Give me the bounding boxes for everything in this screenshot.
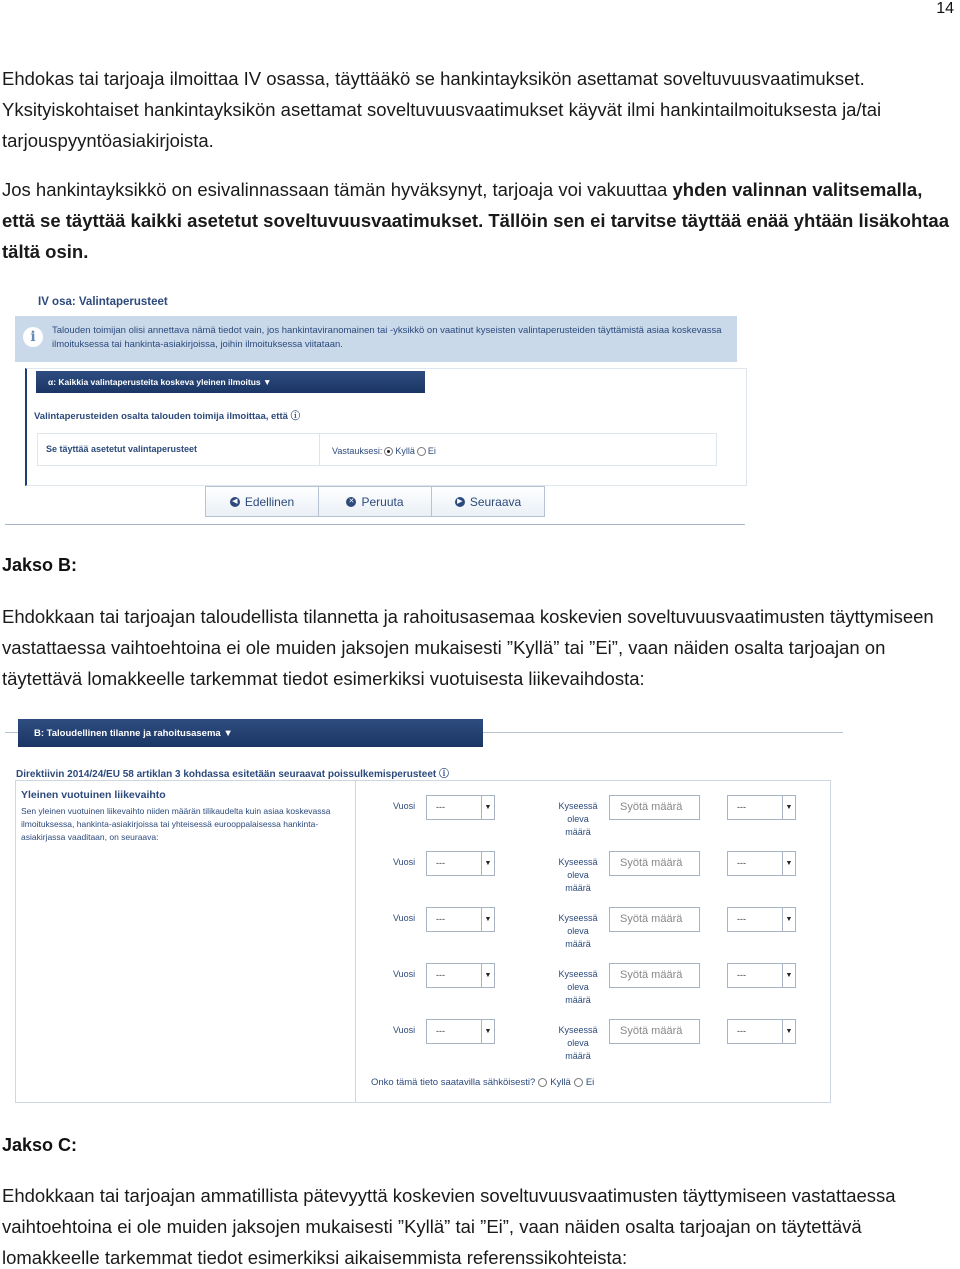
close-icon: ✕ [346, 497, 356, 507]
amount-input[interactable]: Syötä määrä [609, 851, 700, 876]
section-c-text: Ehdokkaan tai tarjoajan ammatillista pätevyyttä koskevien soveltuvuusvaatimusten täyttymiseen vastattaessa vaihtoehtoina ei ole muiden jaksojen mukaisesti ”Kyllä” tai ”Ei”, vaan näiden osalta tarjoajan on täytettävä lomakkeelle tarkemmat tiedot esimerkiksi aikaisemmista referenssikohteista: [2, 1185, 896, 1268]
currency-select[interactable]: --- ▼ [727, 851, 796, 876]
previous-button[interactable]: ◀ Edellinen [205, 486, 319, 517]
amount-input[interactable]: Syötä määrä [609, 795, 700, 820]
intro-paragraph-2 [2, 174, 952, 267]
amount-label: Kyseessä oleva määrä [558, 969, 598, 1005]
year-select[interactable]: --- ▼ [426, 851, 495, 876]
arrow-left-icon: ◀ [230, 497, 240, 507]
tab-financial-standing[interactable] [18, 719, 483, 747]
chevron-down-icon: ▼ [782, 1020, 795, 1043]
chevron-down-icon: ▼ [782, 796, 795, 819]
cancel-button[interactable]: ✕ Peruuta [318, 486, 432, 517]
section-b-text: Ehdokkaan tai tarjoajan taloudellista tilannetta ja rahoitusasemaa koskevien soveltuvuusvaatimusten täyttymiseen vastattaessa vaihtoehtoina ei ole muiden jaksojen mukaisesti ”Kyllä” tai ”Ei”, vaan näiden osalta tarjoajan on täytettävä lomakkeelle tarkemmat tiedot esimerkiksi vuotuisesta liikevaihdosta: [2, 606, 934, 689]
intro-paragraph-1: Ehdokas tai tarjoaja ilmoittaa IV osassa, täyttääkö se hankintayksikön asettamat soveltuvuusvaatimukset. Yksityiskohtaiset hankintayksikön asettamat soveltuvuusvaatimukset käyvät ilmi hankintailmoituksesta ja/tai tarjouspyyntöasiakirjoista. [2, 68, 882, 151]
page-number: 14 [936, 0, 954, 17]
chevron-down-icon: ▼ [782, 852, 795, 875]
info-text: Talouden toimijan olisi annettava nämä tiedot vain, jos hankintaviranomainen tai -yksikkö on vaatinut kyseisten valintaperusteiden täyttämistä asiaa koskevassa ilmoituksessa tai hankinta-asiakirjoissa, joihin ilmoituksessa viitataan. [52, 325, 722, 350]
radio-yes[interactable] [538, 1078, 547, 1087]
amount-input[interactable]: Syötä määrä [609, 907, 700, 932]
turnover-table [15, 780, 831, 1103]
electronic-availability [371, 1077, 594, 1088]
tab-label: B: Taloudellinen tilanne ja rahoitusasema [34, 728, 221, 739]
chevron-down-icon: ▼ [263, 377, 272, 387]
radio-no-label: Ei [427, 446, 436, 456]
chevron-down-icon: ▼ [782, 908, 795, 931]
electronic-question: Onko tämä tieto saatavilla sähköisesti? [371, 1077, 536, 1088]
currency-select[interactable]: --- ▼ [727, 907, 796, 932]
info-icon: i [23, 327, 43, 347]
turnover-row [356, 1019, 826, 1059]
radio-no[interactable] [574, 1078, 583, 1087]
form-screenshot-section-b [0, 715, 850, 1107]
year-label: Vuosi [393, 801, 416, 811]
year-label: Vuosi [393, 913, 416, 923]
divider [5, 524, 745, 525]
amount-input[interactable]: Syötä määrä [609, 963, 700, 988]
currency-select[interactable]: --- ▼ [727, 1019, 796, 1044]
chevron-down-icon: ▼ [481, 964, 494, 987]
radio-yes-label: Kyllä [550, 1077, 571, 1088]
amount-label: Kyseessä oleva määrä [558, 1025, 598, 1061]
question-label: Se täyttää asetetut valintaperusteet [46, 444, 198, 454]
year-select[interactable]: --- ▼ [426, 963, 495, 988]
radio-yes-label: Kyllä [395, 446, 415, 456]
section-c-heading: Jakso C: [2, 1135, 78, 1155]
intro-text-plain: Jos hankintayksikkö on esivalinnassaan tämän hyväksynyt, tarjoaja voi vakuuttaa [2, 179, 673, 200]
year-select[interactable]: --- ▼ [426, 795, 495, 820]
info-bar [15, 316, 737, 362]
directive-label: Direktiivin 2014/24/EU 58 artiklan 3 kohdassa esitetään seuraavat poissulkemisperusteet ⓘ [16, 769, 449, 780]
year-label: Vuosi [393, 1025, 416, 1035]
amount-label: Kyseessä oleva määrä [558, 857, 598, 893]
radio-yes[interactable] [384, 447, 393, 456]
chevron-down-icon: ▼ [481, 1020, 494, 1043]
amount-input[interactable]: Syötä määrä [609, 1019, 700, 1044]
turnover-row [356, 851, 826, 891]
currency-select[interactable]: --- ▼ [727, 963, 796, 988]
tab-label: α: Kaikkia valintaperusteita koskeva yleinen ilmoitus [48, 377, 261, 387]
chevron-down-icon: ▼ [481, 852, 494, 875]
year-select[interactable]: --- ▼ [426, 1019, 495, 1044]
currency-select[interactable]: --- ▼ [727, 795, 796, 820]
year-select[interactable]: --- ▼ [426, 907, 495, 932]
intro-text-bold: yhden valinnan valitsemalla, että se täyttää kaikki asetetut soveltuvuusvaatimukset. Tällöin sen ei tarvitse täyttää enää yhtään lisäkohtaa tältä osin. [2, 179, 949, 262]
chevron-down-icon: ▼ [223, 728, 233, 739]
turnover-row [356, 907, 826, 947]
form-title: IV osa: Valintaperusteet [38, 296, 168, 308]
info-icon: ⓘ [439, 769, 449, 780]
criteria-label: Valintaperusteiden osalta talouden toimija ilmoittaa, että ⓘ [34, 411, 301, 422]
chevron-down-icon: ▼ [782, 964, 795, 987]
criterion-title: Yleinen vuotuinen liikevaihto [21, 789, 166, 801]
tab-general-statement[interactable] [36, 371, 425, 393]
question-row [37, 433, 717, 466]
nav-buttons [205, 486, 544, 517]
year-label: Vuosi [393, 969, 416, 979]
criterion-description: Sen yleinen vuotuinen liikevaihto niiden määrän tilikaudelta kuin asiaa koskevassa ilmoituksessa, hankinta-asiakirjoissa tai yhteisessä eurooppalaisessa hankinta-asiakirjassa vaaditaan, on seuraava: [21, 806, 331, 842]
answer-label: Vastauksesi: [332, 446, 383, 456]
amount-label: Kyseessä oleva määrä [558, 801, 598, 837]
year-label: Vuosi [393, 857, 416, 867]
radio-no[interactable] [417, 447, 426, 456]
section-b-heading: Jakso B: [2, 555, 78, 575]
next-button[interactable]: ▶ Seuraava [431, 486, 545, 517]
info-icon: ⓘ [290, 411, 301, 422]
turnover-row [356, 795, 826, 835]
chevron-down-icon: ▼ [481, 908, 494, 931]
turnover-row [356, 963, 826, 1003]
arrow-right-icon: ▶ [455, 497, 465, 507]
form-screenshot-part-iv [0, 290, 760, 530]
divider [319, 434, 320, 465]
chevron-down-icon: ▼ [481, 796, 494, 819]
radio-no-label: Ei [585, 1077, 595, 1088]
answer-group [332, 446, 436, 456]
amount-label: Kyseessä oleva määrä [558, 913, 598, 949]
